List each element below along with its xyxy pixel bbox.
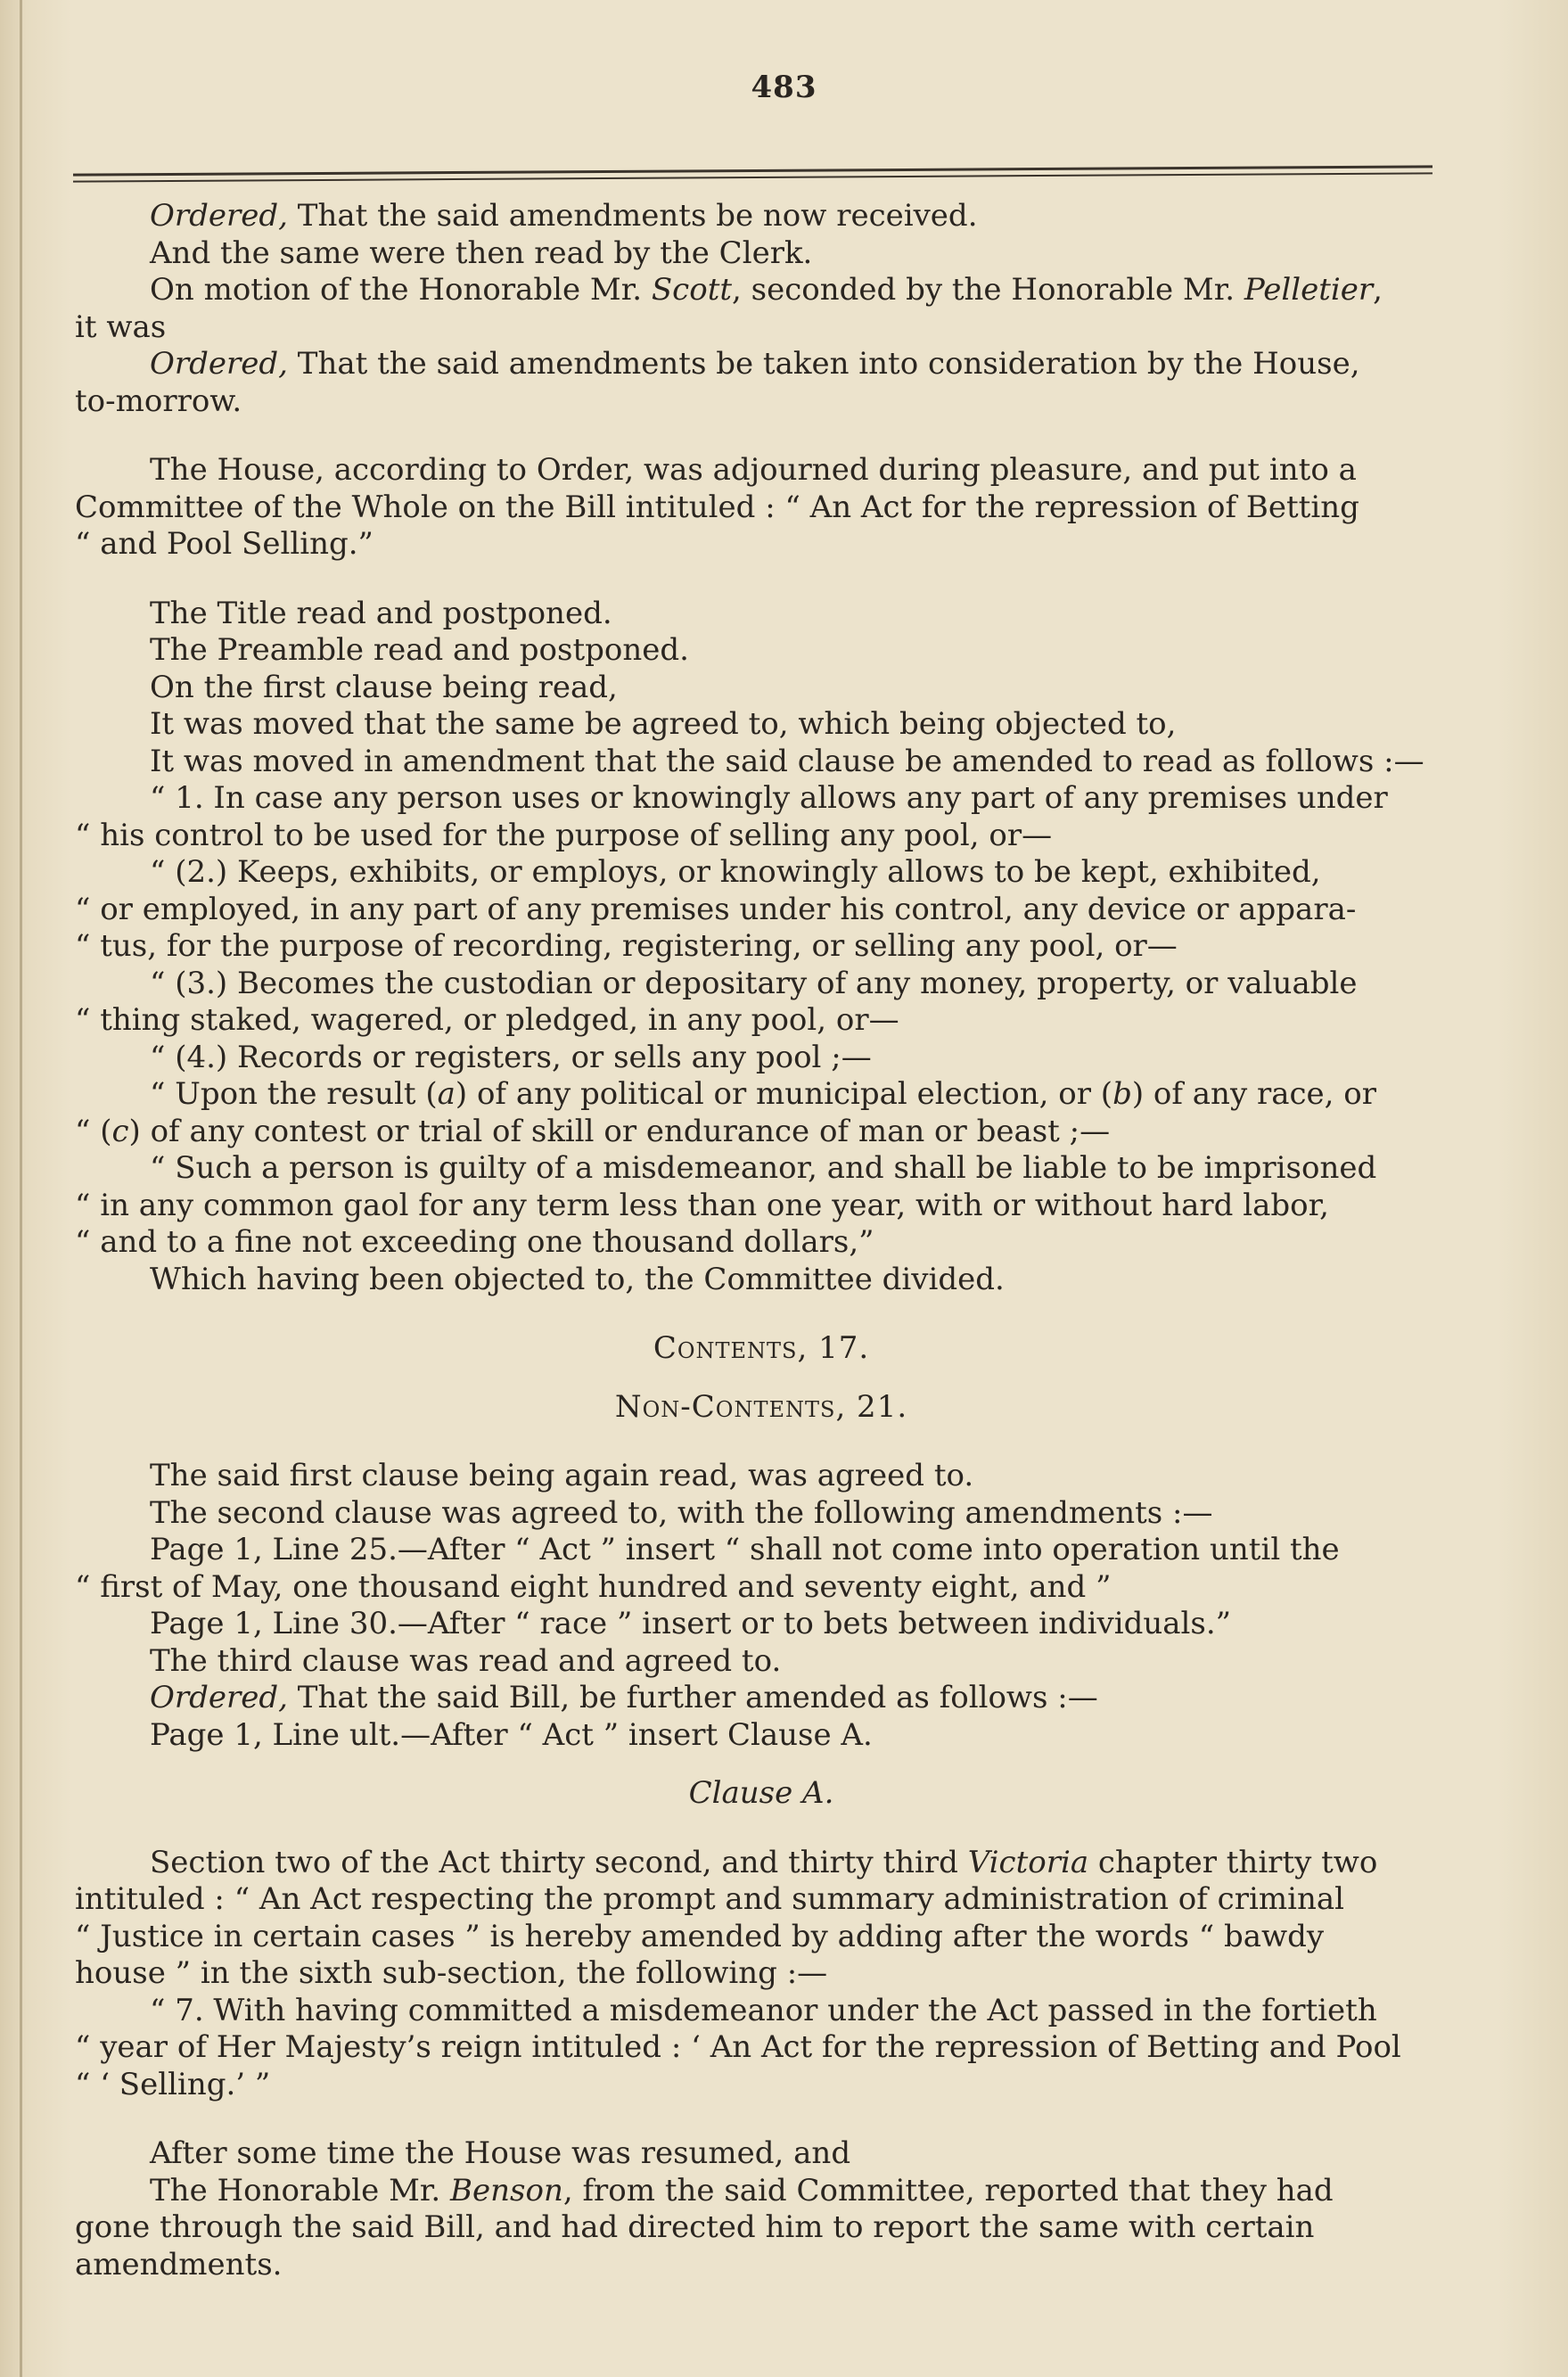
text-line: Page 1, Line 30.—After “ race ” insert or to bets between individuals.”: [150, 1606, 1232, 1641]
spacer: [75, 1368, 1448, 1389]
text-line: Page 1, Line ult.—After “ Act ” insert Clause A.: [150, 1716, 873, 1753]
italic-letter: a: [437, 1076, 456, 1112]
text-line: [75, 1076, 1448, 1114]
text-line: The Preamble read and postponed.: [150, 632, 689, 668]
text-line: On the first clause being read,: [150, 669, 618, 705]
text-line: “ 7. With having committed a misdemeanor under the Act passed in the fortieth: [150, 1992, 1377, 2028]
text-line: it was: [75, 308, 167, 345]
text-span: chapter thirty two: [1088, 1844, 1378, 1880]
text-line: “ thing staked, wagered, or pledged, in any pool, or—: [75, 1002, 899, 1038]
text-line: [75, 1845, 1448, 1882]
spacer: [75, 1298, 1448, 1330]
book-spine-shadow: [20, 0, 22, 2377]
text-span: The Honorable Mr.: [150, 2172, 451, 2208]
non-contents-count: Non-Contents, 21.: [614, 1388, 908, 1425]
text-line: “ (2.) Keeps, exhibits, or employs, or knowingly allows to be kept, exhibited,: [150, 854, 1321, 890]
spacer: [75, 563, 1448, 596]
text-span: That the said amendments be now received.: [287, 198, 978, 234]
text-line: The House, according to Order, was adjourned during pleasure, and put into a: [150, 452, 1357, 488]
italic-victoria: Victoria: [967, 1844, 1089, 1880]
page-number: 483: [751, 70, 817, 105]
spacer: [75, 420, 1448, 452]
text-line: Which having been objected to, the Committee divided.: [150, 1261, 1005, 1297]
text-line: to-morrow.: [75, 382, 242, 419]
text-span: “ (: [75, 1113, 112, 1149]
clause-heading-text: Clause A.: [688, 1775, 834, 1811]
text-line: The second clause was agreed to, with the following amendments :—: [150, 1494, 1213, 1531]
text-span: Section two of the Act thirty second, and thirty third: [150, 1844, 968, 1880]
text-line: “ (3.) Becomes the custodian or depositary of any money, property, or valuable: [150, 965, 1358, 1001]
text-span: ) of any contest or trial of skill or endurance of man or beast ;—: [128, 1113, 1111, 1149]
text-line: “ his control to be used for the purpose of selling any pool, or—: [75, 817, 1053, 853]
text-line: [75, 272, 1448, 309]
text-line: The third clause was read and agreed to.: [150, 1642, 782, 1679]
text-span: ) of any race, or: [1131, 1076, 1376, 1112]
italic-ordered: Ordered,: [150, 1680, 288, 1715]
text-line: “ Such a person is guilty of a misdemeanor, and shall be liable to be imprisoned: [150, 1150, 1377, 1186]
text-line: “ Justice in certain cases ” is hereby amended by adding after the words “ bawdy: [75, 1918, 1325, 1954]
text-line: “ and Pool Selling.”: [75, 526, 374, 562]
text-line: It was moved in amendment that the said clause be amended to read as follows :—: [150, 743, 1424, 779]
text-line: [75, 346, 1448, 383]
text-line: [75, 2173, 1448, 2210]
text-line: [75, 1680, 1448, 1717]
spacer: [75, 1754, 1448, 1775]
spacer: [75, 1813, 1448, 1845]
text-line: intituled : “ An Act respecting the prompt and summary administration of criminal: [75, 1881, 1344, 1917]
text-line: “ and to a fine not exceeding one thousand dollars,”: [75, 1224, 874, 1260]
italic-ordered: Ordered,: [150, 198, 288, 234]
text-line: “ first of May, one thousand eight hundred and seventy eight, and ”: [75, 1568, 1112, 1605]
text-span: That the said amendments be taken into consideration by the House,: [287, 346, 1360, 382]
text-line: And the same were then read by the Clerk.: [150, 234, 813, 271]
text-span: , from the said Committee, reported that they had: [562, 2172, 1334, 2208]
page-body: [75, 198, 1448, 2283]
text-line: “ (4.) Records or registers, or sells any pool ;—: [150, 1039, 872, 1075]
spacer: [75, 2103, 1448, 2135]
text-span: ) of any political or municipal election, or (: [455, 1076, 1113, 1112]
clause-heading: [75, 1775, 1448, 1813]
text-line: Page 1, Line 25.—After “ Act ” insert “ shall not come into operation until the: [150, 1532, 1340, 1567]
italic-ordered: Ordered,: [150, 346, 288, 382]
text-span: “ Upon the result (: [150, 1076, 438, 1112]
text-line: [75, 198, 1448, 235]
text-line: house ” in the sixth sub-section, the following :—: [75, 1955, 828, 1991]
italic-letter: c: [111, 1113, 129, 1149]
text-line: “ ‘ Selling.’ ”: [75, 2066, 271, 2102]
name-scott: Scott: [651, 272, 733, 308]
text-line: The Title read and postponed.: [150, 595, 612, 631]
spacer: [75, 1426, 1448, 1458]
text-line: gone through the said Bill, and had directed him to report the same with certain: [75, 2209, 1315, 2245]
text-line: amendments.: [75, 2246, 283, 2282]
text-span: That the said Bill, be further amended as follows :—: [287, 1680, 1098, 1715]
contents-count: Contents, 17.: [653, 1330, 870, 1366]
text-line: “ year of Her Majesty’s reign intituled : ‘ An Act for the repression of Betting and Pool: [75, 2029, 1401, 2065]
text-span: On motion of the Honorable Mr.: [150, 272, 652, 308]
text-line: The said first clause being again read, was agreed to.: [150, 1458, 974, 1493]
text-line: “ or employed, in any part of any premises under his control, any device or appara-: [75, 891, 1357, 927]
text-line: Committee of the Whole on the Bill intituled : “ An Act for the repression of Betting: [75, 489, 1359, 525]
text-line: It was moved that the same be agreed to, which being objected to,: [150, 706, 1177, 742]
text-line: “ 1. In case any person uses or knowingly allows any part of any premises under: [150, 780, 1388, 816]
text-line: After some time the House was resumed, and: [150, 2135, 851, 2171]
text-line: “ tus, for the purpose of recording, registering, or selling any pool, or—: [75, 928, 1178, 964]
text-line: [75, 1114, 1448, 1151]
name-pelletier: Pelletier: [1244, 272, 1374, 308]
text-line: “ in any common gaol for any term less than one year, with or without hard labor,: [75, 1187, 1329, 1223]
italic-letter: b: [1112, 1076, 1132, 1112]
name-benson: Benson: [450, 2172, 563, 2208]
text-span: , seconded by the Honorable Mr.: [732, 272, 1244, 308]
text-span: ,: [1373, 272, 1383, 308]
